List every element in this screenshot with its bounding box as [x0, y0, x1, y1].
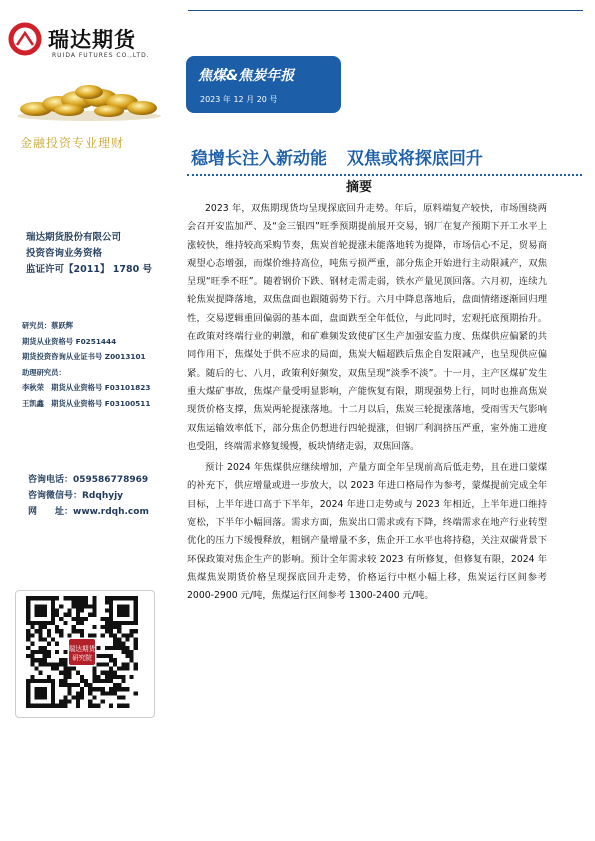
researcher-investment-license: 期货投资咨询从业证书号 Z0013101 — [22, 352, 146, 362]
staff-info — [22, 318, 150, 412]
report-date: 2023 年 12 月 20 号 — [200, 95, 278, 104]
researcher: 研究员：蔡跃辉 — [22, 321, 74, 330]
license-number: 监证许可【2011】 1780 号 — [26, 264, 152, 275]
company-info — [26, 230, 152, 278]
researcher-license: 期货从业资格号 F0251444 — [22, 336, 117, 346]
assistant-2: 王凯鑫 期货从业资格号 F03100511 — [22, 398, 151, 408]
qr-logo-text-2: 研究院 — [72, 653, 92, 662]
phone: 咨询电话：059586778969 — [28, 475, 149, 485]
header-rule — [188, 10, 583, 11]
contact-info — [28, 472, 149, 520]
company-name: 瑞达期货股份有限公司 — [26, 232, 122, 243]
report-banner — [186, 56, 341, 113]
report-headline: 稳增长注入新动能 双焦或将探底回升 — [191, 149, 483, 169]
assistants-heading: 助理研究员： — [22, 367, 66, 377]
abstract-heading: 摘要 — [346, 180, 373, 195]
headline-divider — [187, 174, 582, 176]
abstract-body — [187, 200, 547, 606]
abstract-paragraph-2: 预计 2024 年焦煤供应继续增加，产量方面全年呈现前高后低走势，且在进口蒙煤的补充下，供应增量或进一步放大，以 2023 年进口格局作为参考，蒙煤提前完成全年目标，上半年进口高于下半年，2024 年进口走势或与 2023 年相近，上半年进口维持宽松，下半年小幅回落。需求方面，焦炭出口需求或有下降，终端需求在地产行业转型优化的压力下缓慢释放，粗钢产量增量不多，焦企开工水平也将持稳，关注双碳背景下环保政策对焦企生产的影响。预计全年需求较 2023 有所修复，但修复有限，2024 年焦煤焦炭期货价格呈现探底回升走势，价格运行中枢小幅上移，焦炭运行区间参考 2000-2900 元/吨，焦煤运行区间参考 1300-2400 元/吨。 — [187, 462, 547, 602]
qualification: 投资咨询业务资格 — [26, 248, 103, 259]
abstract-paragraph-1: 2023 年，双焦期现货均呈现探底回升走势。年后，原料端复产较快，市场围绕两会召开安监加严、及“金三银四”旺季预期提前展开交易，钢厂在复产预期下开工水平上涨较快，维持较高采购节奏，焦炭首轮提涨未能落地转为提降，市场信心不足，贸易商观望心态增强，而煤价维持高位，吨焦亏损严重，部分焦企开始进行主动限减产，双焦呈现“旺季不旺”。随着钢价下跌、钢材走需走弱，铁水产量见顶回落。六月初，连续九轮焦炭提降落地，双焦盘面也跟随弱势下行。六月中降息落地后，盘面情绪逐渐回归理性，交易逻辑重回偏弱的基本面，盘面跌至全年低位，与此同时，宏观托底预期抬升。在政策对终端行业的刺激，和矿难频发致使矿区生产加强安监力度、焦煤供应偏紧的共同作用下，焦煤处于供不应求的局面，焦炭大幅超跌后焦企自发限减产，也呈现供应偏紧。随后的七、八月，政策利好频发，双焦呈现“淡季不淡”。十一月，主产区煤矿发生重大煤矿事故，焦煤产量受明显影响，产能恢复有限，期现强势上行，同时也推高焦炭现货价格支撑，焦炭两轮提涨落地。十二月以后，焦炭三轮提涨落地，受雨雪天气影响双焦运输效率低下，部分焦企仍想进行四轮提涨，但钢厂利润挤压严重，室外施工进度也受阻，终端需求修复缓慢，板块情绪走弱，双焦回落。 — [187, 203, 547, 452]
gold-coins-image — [14, 82, 164, 122]
slogan: 金融投资专业理财 — [20, 136, 125, 150]
logo-mark-icon — [8, 22, 42, 56]
website-link[interactable]: 网 址：www.rdqh.com — [28, 507, 149, 517]
report-type: 焦煤&焦炭年报 — [198, 68, 295, 84]
wechat-id: 咨询微信号：Rdqhyjy — [28, 491, 124, 501]
logo-name-en: RUIDA FUTURES CO.,LTD. — [52, 52, 150, 59]
qr-logo-text: 瑞达期货 — [68, 644, 96, 653]
qr-code[interactable] — [22, 592, 142, 712]
logo-name-cn: 瑞达期货 — [48, 28, 136, 52]
assistant-1: 李秋荣 期货从业资格号 F03101823 — [22, 383, 151, 393]
company-logo — [8, 22, 168, 64]
